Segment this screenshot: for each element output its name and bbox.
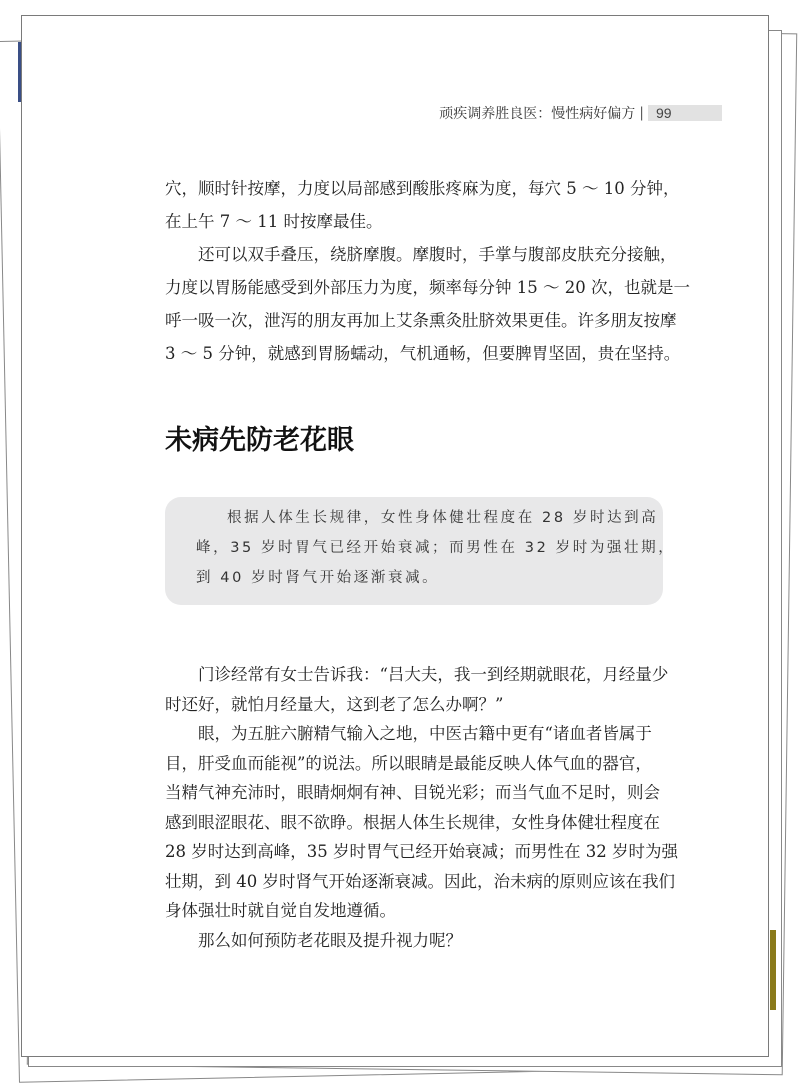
text-line: 壮期，到 40 岁时肾气开始逐渐衰减。因此，治未病的原则应该在我们 xyxy=(165,871,675,891)
callout-line: 到 40 岁时肾气开始逐渐衰减。 xyxy=(196,570,440,586)
text-line: 当精气神充沛时，眼睛炯炯有神、目锐光彩；而当气血不足时，则会 xyxy=(165,783,660,802)
text-line: 眼，为五脏六腑精气输入之地，中医古籍中更有“诸血者皆属于 xyxy=(198,724,652,743)
callout-line: 峰，35 岁时胃气已经开始衰减；而男性在 32 岁时为强壮期， xyxy=(196,540,676,556)
text-line: 身体强壮时就自觉自发地遵循。 xyxy=(165,901,396,920)
text-line: 时还好，就怕月经量大，这到老了怎么办啊？” xyxy=(165,694,504,714)
text-line: 呼一吸一次，泄泻的朋友再加上艾条熏灸肚脐效果更佳。许多朋友按摩 xyxy=(165,311,677,330)
text-line: 3 ～ 5 分钟，就感到胃肠蠕动，气机通畅，但要脾胃坚固，贵在坚持。 xyxy=(165,344,681,363)
callout-box xyxy=(165,497,676,605)
callout-line: 根据人体生长规律，女性身体健壮程度在 28 岁时达到高 xyxy=(227,510,659,526)
text-line: 门诊经常有女士告诉我：“吕大夫，我一到经期就眼花，月经量少 xyxy=(198,665,669,684)
text-line: 28 岁时达到高峰，35 岁时胃气已经开始衰减；而男性在 32 岁时为强 xyxy=(165,842,678,861)
cover-edge-decoration xyxy=(770,930,776,1010)
header-separator: | xyxy=(639,105,644,121)
top-text xyxy=(165,172,690,370)
text-line: 在上午 7 ～ 11 时按摩最佳。 xyxy=(165,212,383,231)
book-title: 顽疾调养胜良医：慢性病好偏方 xyxy=(439,106,636,122)
section-title: 未病先防老花眼 xyxy=(165,425,354,456)
text-line: 目，肝受血而能视”的说法。所以眼睛是最能反映人体气血的器官， xyxy=(165,753,652,773)
bottom-text xyxy=(165,660,678,955)
text-line: 力度以胃肠能感受到外部压力为度，频率每分钟 15 ～ 20 次，也就是一 xyxy=(165,278,690,297)
text-line: 还可以双手叠压，绕脐摩腹。摩腹时，手掌与腹部皮肤充分接触， xyxy=(198,245,677,264)
text-line: 穴，顺时针按摩，力度以局部感到酸胀疼麻为度，每穴 5 ～ 10 分钟， xyxy=(165,179,680,198)
text-line: 感到眼涩眼花、眼不欲睁。根据人体生长规律，女性身体健壮程度在 xyxy=(165,812,660,832)
page-number: 99 xyxy=(648,105,722,121)
text-line: 那么如何预防老花眼及提升视力呢？ xyxy=(198,930,462,950)
running-header xyxy=(439,103,722,123)
